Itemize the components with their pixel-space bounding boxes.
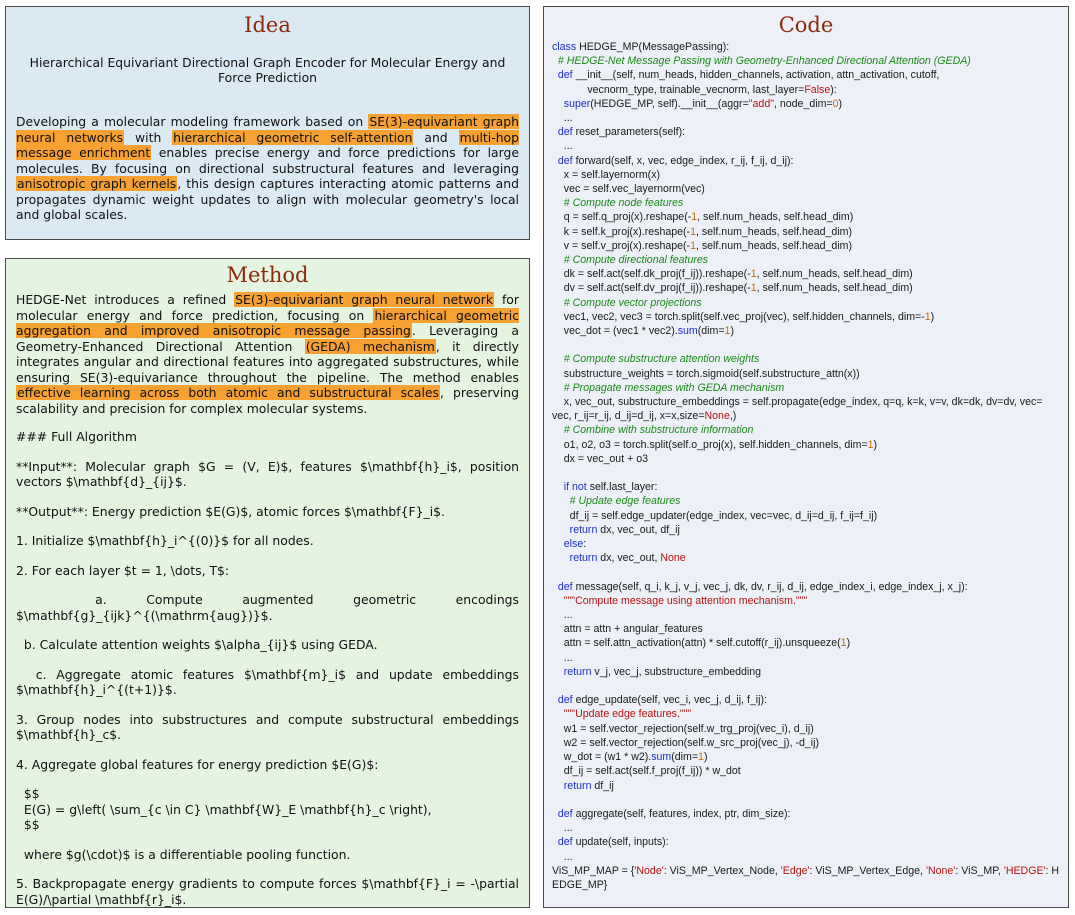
code-token: sum	[651, 751, 672, 764]
code-token	[552, 98, 564, 110]
code-line	[552, 423, 1060, 437]
algorithm-line: b. Calculate attention weights $\alpha_{ij}$ using GEDA.	[16, 637, 378, 652]
code-token: EDGE_MP}	[552, 878, 608, 891]
code-panel	[543, 6, 1069, 908]
code-line	[552, 523, 1060, 537]
code-token	[552, 353, 564, 365]
code-line	[552, 736, 1060, 750]
code-token: update(self, inputs):	[572, 836, 669, 849]
code-token: 1	[924, 310, 931, 323]
code-token: 'Node'	[634, 864, 664, 877]
code-token: 1	[690, 225, 696, 238]
code-token: # Propagate messages with GEDA mechanism	[563, 381, 785, 394]
spacer	[6, 653, 529, 667]
code-token: (HEDGE_MP, self).__init__(aggr=	[590, 97, 749, 110]
code-token: : ViS_MP_Vertex_Node,	[663, 864, 781, 877]
code-line	[552, 821, 1060, 835]
code-line	[552, 296, 1060, 310]
code-token: attn = attn + angular_features	[552, 623, 703, 636]
code-token: , self.num_heads, self.head_dim)	[756, 268, 913, 281]
code-token: return	[563, 779, 592, 792]
code-token: v = self.v_proj(x).reshape(-	[552, 239, 691, 252]
code-token: vec_dot = (vec1 * vec2).	[552, 325, 678, 338]
code-token: 1	[840, 637, 847, 650]
code-token: 'HEDGE'	[1003, 864, 1046, 877]
code-token: ...	[552, 609, 573, 622]
code-token: return	[569, 552, 598, 565]
code-line	[552, 494, 1060, 508]
code-line	[552, 707, 1060, 721]
text-segment: HEDGE-Net introduces a refined	[16, 292, 235, 307]
code-token: : ViS_MP,	[955, 864, 1004, 877]
code-line	[552, 125, 1060, 139]
code-token: 1	[724, 325, 731, 338]
algorithm-line: **Output**: Energy prediction $E(G)$, atomic forces $\mathbf{F}_i$.	[16, 503, 446, 519]
code-line	[552, 452, 1060, 466]
code-token: 1	[750, 268, 757, 281]
idea-paragraph	[16, 114, 519, 223]
code-token: ,)	[729, 410, 737, 423]
code-token: ViS_MP_MAP = {	[552, 864, 635, 877]
idea-panel	[5, 6, 530, 240]
code-line	[552, 622, 1060, 636]
code-line	[552, 594, 1060, 608]
code-token: x = self.layernorm(x)	[552, 168, 661, 181]
code-token: , self.num_heads, self.head_dim)	[756, 282, 913, 295]
code-token: substructure_weights = torch.sigmoid(self.substructure_attn(x))	[552, 367, 860, 380]
highlighted-phrase: SE(3)-equivariant graph neural networks	[16, 114, 519, 145]
algorithm-line: **Input**: Molecular graph $G = (V, E)$, features $\mathbf{h}_i$, position vectors $\mathbf{d}_{ij}$.	[16, 458, 523, 489]
highlighted-phrase: effective learning across both atomic and substructural scales	[17, 385, 439, 400]
spacer	[6, 743, 529, 757]
spacer	[6, 698, 529, 712]
code-token	[552, 538, 564, 550]
code-line	[552, 196, 1060, 210]
text-segment: . Leveraging a Geometry-Enhanced Directional Attention	[16, 323, 519, 354]
code-line	[552, 97, 1060, 111]
code-token: False	[804, 83, 831, 96]
code-line	[552, 793, 1060, 807]
code-token: x, vec_out, substructure_embeddings = self.propagate(edge_index, q=q, k=k, v=v, dk=dk, dv=dv, vec=	[552, 396, 1043, 409]
spacer	[6, 490, 529, 504]
code-token: def	[557, 836, 573, 849]
code-token: def	[557, 154, 573, 167]
code-token: : H	[1045, 864, 1060, 877]
code-token: # HEDGE-Net Message Passing with Geometry-Enhanced Directional Attention (GEDA)	[557, 55, 971, 68]
algorithm-line: $$	[16, 817, 40, 832]
code-line	[552, 850, 1060, 864]
algorithm-line: 4. Aggregate global features for energy prediction $E(G)$:	[16, 756, 379, 772]
text-segment: enables precise energy and force predictions for large molecules. By focusing on directional substructural features and leveraging	[16, 145, 519, 176]
code-token: , node_dim=	[773, 97, 833, 110]
code-line	[552, 139, 1060, 153]
code-token: v_j, vec_j, substructure_embedding	[591, 665, 762, 678]
code-token: def	[557, 694, 573, 707]
code-line	[552, 722, 1060, 736]
algorithm-line: $$	[16, 786, 40, 801]
code-token: def	[557, 807, 573, 820]
code-token: attn = self.attn_activation(attn) * self.cutoff(r_ij).unsqueeze(	[552, 637, 841, 650]
code-token	[552, 552, 570, 564]
code-line	[552, 83, 1060, 97]
code-token: class	[552, 41, 577, 53]
code-line	[552, 608, 1060, 622]
code-token: , self.num_heads, self.head_dim)	[695, 225, 853, 238]
code-token: reset_parameters(self):	[572, 126, 686, 139]
code-line	[552, 310, 1060, 324]
code-token: aggregate(self, features, index, ptr, dim_size):	[572, 807, 791, 820]
idea-title: Idea	[244, 13, 291, 37]
spacer	[6, 833, 529, 847]
code-token: )	[873, 438, 878, 451]
code-token	[552, 666, 564, 678]
code-line	[552, 835, 1060, 849]
code-token: 0	[832, 97, 839, 110]
code-token: dv = self.act(self.dv_proj(f_ij)).reshape(-	[552, 282, 751, 295]
code-token: sum	[677, 325, 698, 338]
code-line	[552, 438, 1060, 452]
spacer	[6, 623, 529, 637]
code-token: , self.num_heads, self.head_dim)	[697, 211, 854, 224]
code-token: HEDGE_MP(MessagePassing):	[576, 41, 730, 53]
text-segment: Developing a molecular modeling framework based on	[16, 114, 369, 129]
spacer	[6, 772, 529, 786]
code-line	[552, 352, 1060, 366]
method-title: Method	[226, 263, 309, 287]
text-segment: , it directly integrates angular and directional features into aggregated substructures, while ensuring SE(3)-equivariance throughout the pipeline. The method enables	[16, 338, 519, 385]
code-token: return	[569, 523, 598, 536]
code-line	[552, 210, 1060, 224]
code-token: None	[704, 410, 730, 423]
code-line	[552, 509, 1060, 523]
code-token: def	[557, 126, 573, 139]
code-line	[552, 466, 1060, 480]
code-token: k = self.k_proj(x).reshape(-	[552, 225, 691, 238]
code-line	[552, 367, 1060, 381]
code-line	[552, 54, 1060, 68]
spacer	[6, 862, 529, 876]
code-token: 1	[691, 211, 698, 224]
code-line	[552, 381, 1060, 395]
code-line	[552, 565, 1060, 579]
code-line	[552, 779, 1060, 793]
algorithm-section	[6, 429, 529, 907]
code-token: )	[930, 310, 935, 323]
code-token: o1, o2, o3 = torch.split(self.o_proj(x), self.hidden_channels, dim=	[552, 438, 868, 451]
algorithm-line: a. Compute augmented geometric encodings $\mathbf{g}_{ijk}^{(\mathrm{aug})}$.	[16, 592, 523, 623]
algorithm-line: 3. Group nodes into substructures and compute substructural embeddings $\mathbf{h}_c$.	[16, 711, 523, 742]
code-line	[552, 679, 1060, 693]
code-token: 1	[698, 751, 704, 764]
spacer	[6, 549, 529, 563]
algorithm-line: E(G) = g\left( \sum_{c \in C} \mathbf{W}_E \mathbf{h}_c \right),	[16, 801, 432, 817]
code-line	[552, 324, 1060, 338]
spacer	[6, 519, 529, 533]
code-block	[552, 40, 1060, 892]
code-token: # Compute substructure attention weights	[563, 353, 760, 366]
code-token: # Compute vector projections	[563, 296, 702, 309]
code-token: # Update edge features	[569, 495, 681, 508]
code-line	[552, 253, 1060, 267]
code-token: w2 = self.vector_rejection(self.w_src_proj(vec_j), -d_ij)	[552, 736, 820, 749]
code-line	[552, 281, 1060, 295]
code-token: dx, vec_out,	[597, 552, 661, 565]
code-line	[552, 111, 1060, 125]
code-token: 'Edge'	[780, 864, 810, 877]
code-line	[552, 551, 1060, 565]
text-segment: with	[124, 129, 173, 145]
code-line	[552, 636, 1060, 650]
code-token: )	[730, 325, 734, 338]
code-token: w1 = self.vector_rejection(self.w_trg_proj(vec_i), d_ij)	[552, 722, 814, 735]
code-token	[552, 382, 564, 394]
code-token: (dim=	[697, 325, 725, 338]
code-token: edge_update(self, vec_i, vec_j, d_ij, f_ij):	[572, 694, 767, 707]
code-token: def	[557, 69, 573, 82]
text-segment: , preserving scalability and precision for complex molecular systems.	[16, 385, 519, 416]
highlighted-phrase: (GEDA) mechanism	[305, 338, 435, 354]
code-line	[552, 693, 1060, 707]
code-token: 'None'	[925, 864, 956, 877]
code-token: def	[557, 580, 573, 593]
code-token: if not	[563, 481, 587, 494]
code-line	[552, 764, 1060, 778]
code-token: """Update edge features."""	[563, 708, 692, 721]
code-token	[552, 495, 570, 507]
method-intro-paragraph	[16, 292, 519, 416]
code-token	[552, 595, 564, 607]
code-token: ...	[552, 822, 573, 835]
code-line	[552, 182, 1060, 196]
code-token: 1	[750, 282, 757, 295]
code-token: else	[563, 538, 584, 551]
code-token	[552, 708, 564, 720]
code-token: ...	[552, 651, 573, 664]
algorithm-line: 1. Initialize $\mathbf{h}_i^{(0)}$ for all nodes.	[16, 533, 314, 548]
highlighted-phrase: SE(3)-equivariant graph neural network	[235, 292, 494, 307]
spacer	[6, 578, 529, 592]
algorithm-line: 2. For each layer $t = 1, \dots, T$:	[16, 562, 230, 578]
code-token: super	[563, 97, 591, 110]
code-token: 1	[690, 239, 696, 252]
code-token	[552, 254, 564, 266]
highlighted-phrase: hierarchical geometric aggregation and improved anisotropic message passing	[16, 307, 520, 338]
code-line	[552, 68, 1060, 82]
spacer	[6, 445, 529, 459]
code-token: message(self, q_i, k_j, v_j, vec_j, dk, dv, r_ij, d_ij, edge_index_i, edge_index_j, x_j):	[572, 580, 968, 593]
algorithm-line: ### Full Algorithm	[16, 429, 137, 444]
code-line	[552, 665, 1060, 679]
code-token: # Combine with substructure information	[563, 424, 754, 437]
code-line	[552, 154, 1060, 168]
code-line	[552, 864, 1060, 878]
code-token: self.last_layer:	[586, 481, 658, 494]
code-line	[552, 395, 1060, 409]
code-token: forward(self, x, vec, edge_index, r_ij, f_ij, d_ij):	[572, 154, 794, 167]
text-segment: , this design captures interacting atomic patterns and propagates dynamic weight updates to align with molecular geometry's local and global scales.	[16, 176, 519, 222]
code-token: dx, vec_out, df_ij	[597, 523, 680, 536]
code-token: __init__(self, num_heads, hidden_channels, activation, attn_activation, cutoff,	[572, 69, 940, 82]
text-segment: and	[413, 129, 459, 145]
highlighted-phrase: hierarchical geometric self-attention	[173, 129, 413, 145]
code-token: vecnorm_type, trainable_vecnorm, last_layer=	[552, 83, 805, 96]
code-token: :	[583, 538, 587, 551]
code-token: vec = self.vec_layernorm(vec)	[552, 183, 705, 196]
algorithm-line: where $g(\cdot)$ is a differentiable pooling function.	[16, 846, 351, 862]
code-line	[552, 480, 1060, 494]
code-line	[552, 239, 1060, 253]
code-line	[552, 338, 1060, 352]
code-line	[552, 267, 1060, 281]
code-line	[552, 651, 1060, 665]
code-token: )	[846, 637, 851, 650]
code-token: None	[660, 552, 686, 565]
code-token: df_ij	[591, 779, 614, 792]
algorithm-line: c. Aggregate atomic features $\mathbf{m}_i$ and update embeddings $\mathbf{h}_i^{(t+1)}$.	[16, 666, 523, 697]
code-token	[552, 780, 564, 792]
code-token	[552, 424, 564, 436]
idea-subtitle: Hierarchical Equivariant Directional Graph Encoder for Molecular Energy and Force Prediction	[29, 55, 506, 85]
code-token: (dim=	[671, 751, 699, 764]
code-token: 1	[867, 438, 874, 451]
code-line	[552, 878, 1060, 892]
code-token: dx = vec_out + o3	[552, 452, 649, 465]
code-token: vec, r_ij=r_ij, d_ij=d_ij, x=x,size=	[552, 410, 705, 423]
code-line	[552, 580, 1060, 594]
code-token: vec1, vec2, vec3 = torch.split(self.vec_proj(vec), self.hidden_channels, dim=-	[552, 310, 925, 323]
code-line	[552, 225, 1060, 239]
code-line	[552, 750, 1060, 764]
code-token: , self.num_heads, self.head_dim)	[695, 239, 853, 252]
code-line	[552, 40, 1060, 54]
code-token: w_dot = (w1 * w2).	[552, 751, 652, 764]
code-token: return	[563, 665, 592, 678]
code-token: df_ij = self.edge_updater(edge_index, vec=vec, d_ij=d_ij, f_ij=f_ij)	[552, 509, 878, 522]
code-token: # Compute node features	[563, 197, 684, 210]
code-token: # Compute directional features	[563, 254, 709, 267]
code-token: """Compute message using attention mechanism."""	[563, 594, 808, 607]
code-token: : ViS_MP_Vertex_Edge,	[809, 864, 926, 877]
code-token: ...	[552, 140, 573, 153]
method-panel	[5, 258, 530, 908]
code-token	[552, 197, 564, 209]
code-token	[552, 481, 564, 493]
code-line	[552, 409, 1060, 423]
code-token: dk = self.act(self.dk_proj(f_ij)).reshape(-	[552, 268, 751, 281]
code-token: "add"	[748, 97, 774, 110]
text-segment: for molecular energy and force prediction, focusing on	[16, 292, 519, 323]
code-token	[552, 297, 564, 309]
code-title: Code	[778, 13, 834, 37]
code-token	[552, 524, 570, 536]
code-token: )	[838, 97, 843, 110]
code-token: q = self.q_proj(x).reshape(-	[552, 211, 692, 224]
code-token: ...	[552, 112, 573, 125]
code-token: ...	[552, 850, 573, 863]
code-token: )	[703, 751, 708, 764]
highlighted-phrase: multi-hop message enrichment	[16, 129, 519, 160]
code-line	[552, 807, 1060, 821]
code-line	[552, 537, 1060, 551]
code-token: ):	[830, 83, 837, 96]
code-token: df_ij = self.act(self.f_proj(f_ij)) * w_dot	[552, 765, 741, 778]
algorithm-line: 5. Backpropagate energy gradients to compute forces $\mathbf{F}_i = -\partial E(G)/\partial \mathbf{r}_i$.	[16, 876, 523, 907]
code-line	[552, 168, 1060, 182]
highlighted-phrase: anisotropic graph kernels	[17, 176, 177, 191]
